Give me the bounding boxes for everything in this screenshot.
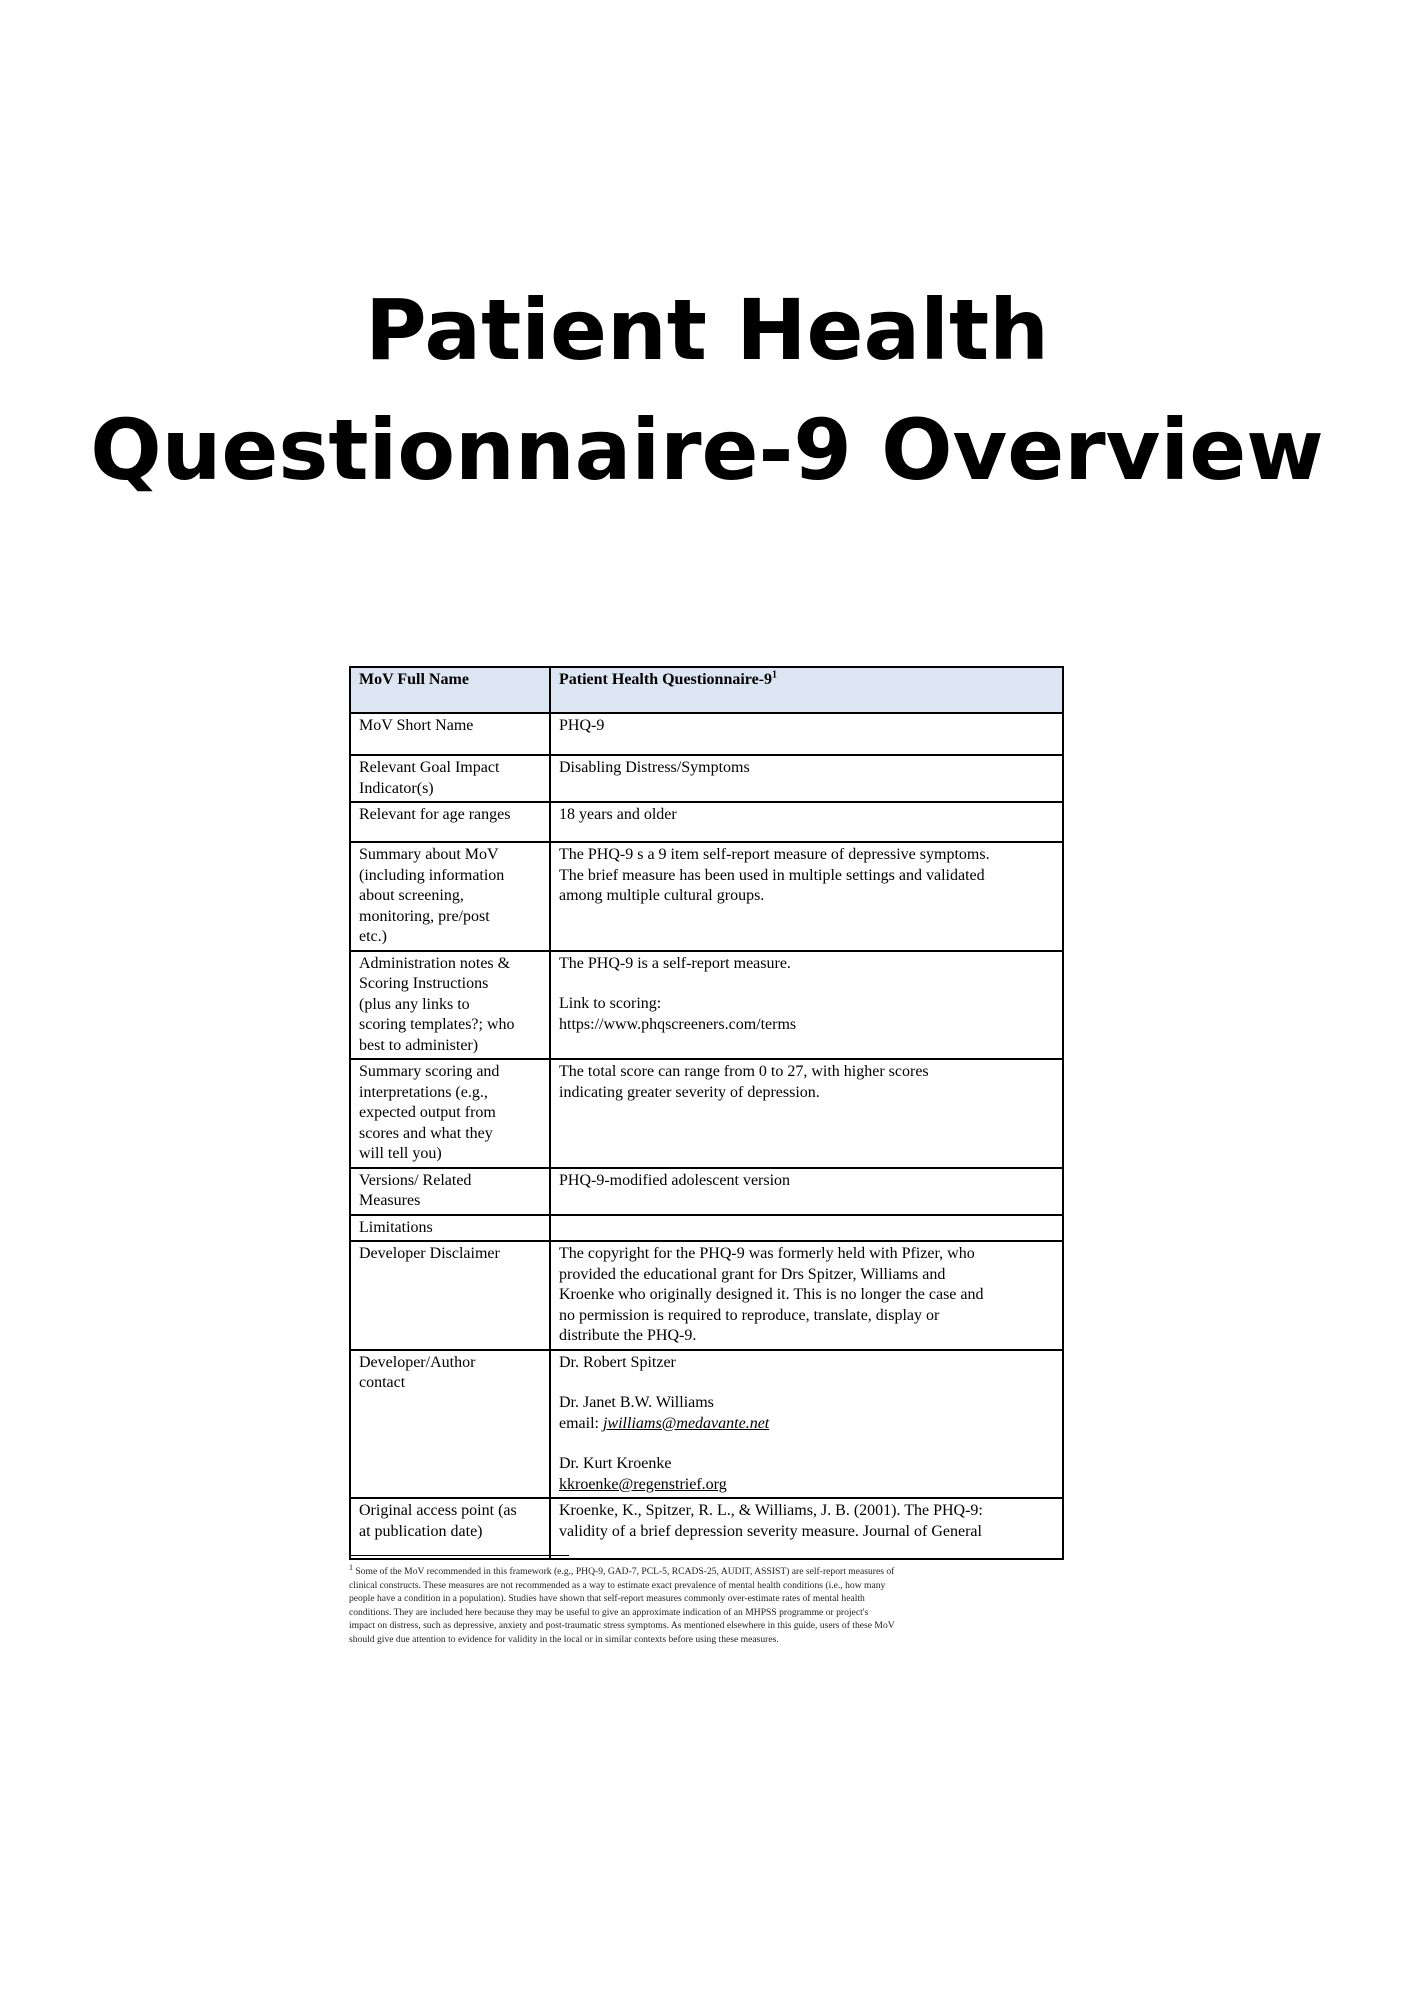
value-line: The copyright for the PHQ-9 was formerly held with Pfizer, who (559, 1245, 975, 1262)
row-value (550, 951, 1063, 1060)
table-row-disclaimer (350, 1241, 1063, 1350)
row-label (350, 1059, 550, 1168)
label-line: Measures (359, 1192, 421, 1209)
label-line: (including information (359, 866, 505, 884)
value-line: The PHQ-9 s a 9 item self-report measure of depressive symptoms. (559, 846, 990, 863)
value-line: no permission is required to reproduce, translate, display or (559, 1306, 940, 1324)
row-label: Relevant for age ranges (350, 802, 550, 842)
row-value (550, 1498, 1063, 1559)
table-row-administration (350, 951, 1063, 1060)
table-row-contact (350, 1350, 1063, 1499)
email-prefix: email: (559, 1414, 603, 1432)
label-line: (plus any links to (359, 995, 470, 1013)
value-line: Kroenke who originally designed it. This is no longer the case and (559, 1286, 984, 1303)
label-line: Developer/Author (359, 1353, 476, 1371)
row-label: MoV Short Name (350, 713, 550, 755)
table-row-access-point (350, 1498, 1063, 1559)
row-value: PHQ-9-modified adolescent version (550, 1168, 1063, 1215)
email-link[interactable]: jwilliams@medavante.net (602, 1414, 770, 1432)
row-label: Limitations (350, 1215, 550, 1242)
row-value (550, 667, 1063, 713)
contact-name: Dr. Janet B.W. Williams (559, 1394, 714, 1411)
footnote-line: impact on distress, such as depressive, anxiety and post-traumatic stress symptoms. As mentioned elsewhere in this guide, users of these MoV (349, 1620, 895, 1631)
footnote-line: people have a condition in a population). Studies have shown that self-report measures commonly over-estimate rates of mental health (349, 1593, 865, 1604)
table-row-age-ranges (350, 802, 1063, 842)
table-row-limitations (350, 1215, 1063, 1242)
row-label (350, 755, 550, 802)
label-line: Summary about MoV (359, 846, 499, 863)
row-label: MoV Full Name (350, 667, 550, 713)
row-label (350, 1168, 550, 1215)
label-line: Administration notes & (359, 954, 511, 972)
table-row-full-name (350, 667, 1063, 713)
label-line: interpretations (e.g., (359, 1083, 488, 1101)
label-line: Scoring Instructions (359, 975, 489, 992)
footnote-line: conditions. They are included here because they may be useful to give an approximate indication of an MHPSS programme or project's (349, 1606, 869, 1618)
value-line: provided the educational grant for Drs Spitzer, Williams and (559, 1265, 946, 1283)
contact-name: Dr. Kurt Kroenke (559, 1455, 672, 1472)
label-line: Original access point (as (359, 1502, 517, 1519)
table-row-summary (350, 842, 1063, 951)
value-line: distribute the PHQ-9. (559, 1327, 697, 1344)
full-name-value: Patient Health Questionnaire-9 (559, 671, 773, 688)
value-line: validity of a brief depression severity measure. Journal of General (559, 1522, 982, 1540)
value-line: among multiple cultural groups. (559, 887, 765, 904)
footnote-line: should give due attention to evidence for validity in the local or in similar contexts before using these measures. (349, 1633, 779, 1645)
table-row-scoring (350, 1059, 1063, 1168)
label-line: will tell you) (359, 1145, 442, 1162)
spacer (559, 1373, 1054, 1393)
spacer (559, 974, 1054, 994)
label-line: scoring templates?; who (359, 1016, 515, 1033)
label-line: best to administer) (359, 1036, 479, 1054)
scoring-link[interactable]: https://www.phqscreeners.com/terms (559, 1015, 797, 1033)
label-line: Indicator(s) (359, 779, 434, 797)
label-line: Summary scoring and (359, 1063, 500, 1080)
footnote-text: Some of the MoV recommended in this framework (e.g., PHQ-9, GAD-7, PCL-5, RCADS-25, AUDIT, ASSIST) are self-report measures of (355, 1566, 895, 1577)
row-label (350, 1498, 550, 1559)
row-label (350, 951, 550, 1060)
value-line: Kroenke, K., Spitzer, R. L., & Williams, J. B. (2001). The PHQ-9: (559, 1502, 983, 1519)
footnote-line (349, 1562, 1052, 1579)
page-title-line-2: Questionnaire-9 Overview (90, 401, 1324, 499)
page-title-line-1: Patient Health (365, 281, 1049, 379)
row-value (550, 1059, 1063, 1168)
row-value: Disabling Distress/Symptoms (550, 755, 1063, 802)
label-line: scores and what they (359, 1124, 493, 1142)
row-value (550, 1350, 1063, 1499)
row-label (350, 1350, 550, 1499)
table-row-goal-impact (350, 755, 1063, 802)
value-line: The total score can range from 0 to 27, with higher scores (559, 1063, 929, 1080)
label-line: Versions/ Related (359, 1171, 472, 1189)
row-value (550, 1241, 1063, 1350)
phq9-overview-table (349, 666, 1064, 1560)
footnote-line: clinical constructs. These measures are not recommended as a way to estimate exact prevalence of mental health conditions (i.e., how many (349, 1579, 886, 1591)
row-value: PHQ-9 (550, 713, 1063, 755)
footnote (349, 1562, 1052, 1646)
spacer (559, 1434, 1054, 1454)
footnote-marker: 1 (349, 1562, 353, 1572)
label-line: expected output from (359, 1104, 496, 1121)
row-value (550, 842, 1063, 951)
row-label (350, 842, 550, 951)
page-title (0, 270, 1414, 510)
table-row-short-name (350, 713, 1063, 755)
row-label: Developer Disclaimer (350, 1241, 550, 1350)
footnote-divider (349, 1555, 569, 1556)
label-line: etc.) (359, 928, 387, 945)
label-line: contact (359, 1374, 406, 1391)
row-value: 18 years and older (550, 802, 1063, 842)
label-line: about screening, (359, 887, 464, 904)
value-line: The PHQ-9 is a self-report measure. (559, 954, 791, 972)
table-row-versions (350, 1168, 1063, 1215)
value-line: indicating greater severity of depression. (559, 1083, 820, 1101)
label-line: Relevant Goal Impact (359, 759, 500, 776)
scoring-link-label: Link to scoring: (559, 995, 662, 1012)
contact-email-line (559, 1414, 1054, 1435)
contact-name: Dr. Robert Spitzer (559, 1353, 676, 1371)
footnote-ref: 1 (772, 669, 778, 681)
row-value (550, 1215, 1063, 1242)
label-line: at publication date) (359, 1522, 483, 1540)
value-line: The brief measure has been used in multiple settings and validated (559, 866, 985, 884)
email-link[interactable]: kkroenke@regenstrief.org (559, 1475, 727, 1493)
label-line: monitoring, pre/post (359, 907, 490, 925)
